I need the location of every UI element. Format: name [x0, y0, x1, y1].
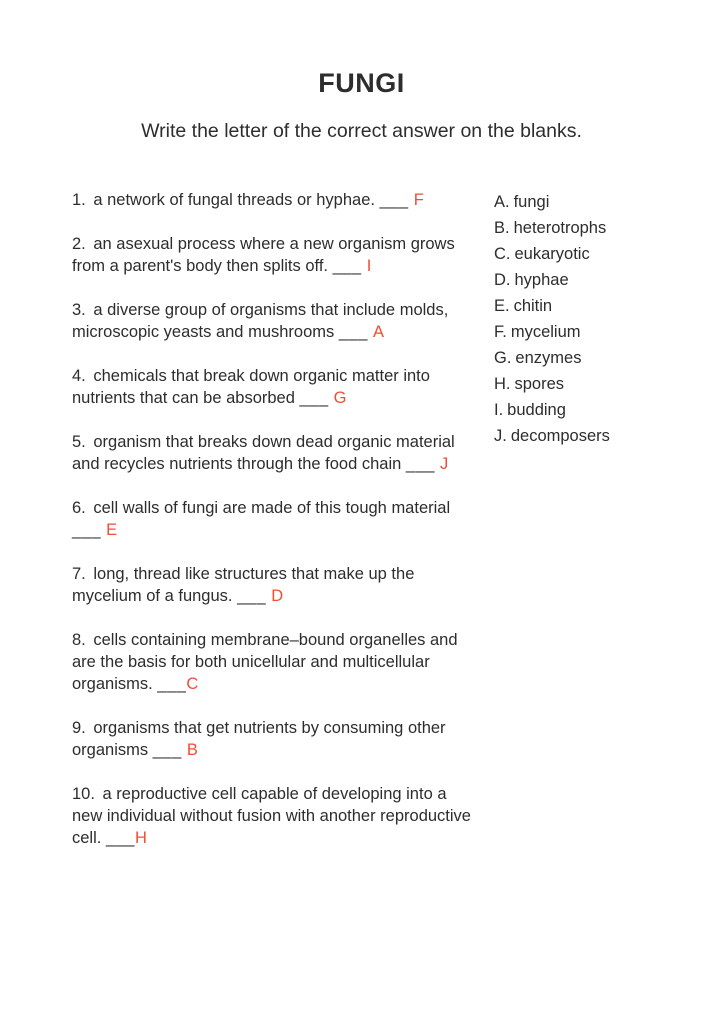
question-number: 6. [72, 499, 86, 517]
choice-text: spores [514, 375, 565, 393]
answer-letter: H [134, 829, 147, 847]
choice-letter: I. [494, 401, 504, 419]
question-1 [72, 189, 474, 211]
choice-e [494, 293, 610, 319]
choice-text: budding [507, 401, 566, 419]
choice-letter: C. [494, 245, 511, 263]
answer-letter: F [413, 191, 424, 209]
answer-letter: C [186, 675, 199, 693]
question-text: a diverse group of organisms that include molds, microscopic yeasts and mushrooms [72, 301, 449, 341]
choice-text: heterotrophs [513, 219, 607, 237]
question-number: 1. [72, 191, 86, 209]
answer-letter: E [106, 521, 118, 539]
answer-blank: ___ [338, 323, 373, 341]
choice-text: eukaryotic [514, 245, 590, 263]
choice-letter: J. [494, 427, 507, 445]
choice-c [494, 241, 610, 267]
choice-d [494, 267, 610, 293]
question-number: 7. [72, 565, 86, 583]
choice-text: mycelium [510, 323, 581, 341]
answer-letter: B [186, 741, 198, 759]
answer-letter: I [366, 257, 372, 275]
choice-text: chitin [513, 297, 553, 315]
answer-letter: J [440, 455, 449, 473]
answer-blank: ___ [332, 257, 367, 275]
choice-g [494, 345, 610, 371]
question-text: long, thread like structures that make up the mycelium of a fungus. [72, 565, 415, 605]
question-number: 9. [72, 719, 86, 737]
instruction-text: Write the letter of the correct answer on the blanks. [141, 120, 582, 142]
choice-letter: A. [494, 193, 510, 211]
page-title: FUNGI [318, 68, 405, 98]
question-3 [72, 299, 474, 343]
choice-letter: F. [494, 323, 507, 341]
question-2 [72, 233, 474, 277]
question-text: cells containing membrane–bound organelles and are the basis for both unicellular and multicellular organisms. [72, 631, 458, 693]
question-number: 2. [72, 235, 86, 253]
choice-a [494, 189, 610, 215]
question-9 [72, 717, 474, 761]
question-number: 3. [72, 301, 86, 319]
choice-letter: H. [494, 375, 511, 393]
question-6 [72, 497, 474, 541]
answer-blank: ___ [157, 675, 187, 693]
question-text: cell walls of fungi are made of this tough material [93, 499, 451, 517]
choice-letter: B. [494, 219, 510, 237]
choice-i [494, 397, 610, 423]
answer-blank: ___ [105, 829, 135, 847]
question-10 [72, 783, 474, 849]
choice-text: enzymes [515, 349, 582, 367]
question-number: 10. [72, 785, 95, 803]
choice-h [494, 371, 610, 397]
question-text: a reproductive cell capable of developing into a new individual without fusion with another reproductive cell. [72, 785, 471, 847]
question-number: 8. [72, 631, 86, 649]
choice-letter: D. [494, 271, 511, 289]
question-8 [72, 629, 474, 695]
choice-j [494, 423, 610, 449]
choice-letter: E. [494, 297, 510, 315]
question-7 [72, 563, 474, 607]
choice-text: decomposers [510, 427, 610, 445]
choice-letter: G. [494, 349, 512, 367]
questions-column [72, 189, 474, 871]
answer-blank: ___ [379, 191, 414, 209]
answer-blank: ___ [299, 389, 334, 407]
answer-blank: ___ [237, 587, 272, 605]
question-text: chemicals that break down organic matter into nutrients that can be absorbed [72, 367, 430, 407]
question-number: 4. [72, 367, 86, 385]
question-text: organisms that get nutrients by consuming other organisms [72, 719, 446, 759]
question-text: an asexual process where a new organism grows from a parent's body then splits off. [72, 235, 455, 275]
answer-blank: ___ [152, 741, 187, 759]
choice-b [494, 215, 610, 241]
answer-letter: D [271, 587, 284, 605]
question-text: organism that breaks down dead organic material and recycles nutrients through the food chain [72, 433, 455, 473]
answer-letter: A [372, 323, 384, 341]
question-number: 5. [72, 433, 86, 451]
question-text: a network of fungal threads or hyphae. [93, 191, 375, 209]
answer-blank: ___ [72, 521, 107, 539]
choice-f [494, 319, 610, 345]
choices-column [494, 189, 610, 449]
answer-letter: G [333, 389, 347, 407]
choice-text: fungi [513, 193, 550, 211]
question-5 [72, 431, 474, 475]
answer-blank: ___ [405, 455, 441, 473]
question-4 [72, 365, 474, 409]
content-columns [0, 143, 723, 871]
choice-text: hyphae [514, 271, 569, 289]
